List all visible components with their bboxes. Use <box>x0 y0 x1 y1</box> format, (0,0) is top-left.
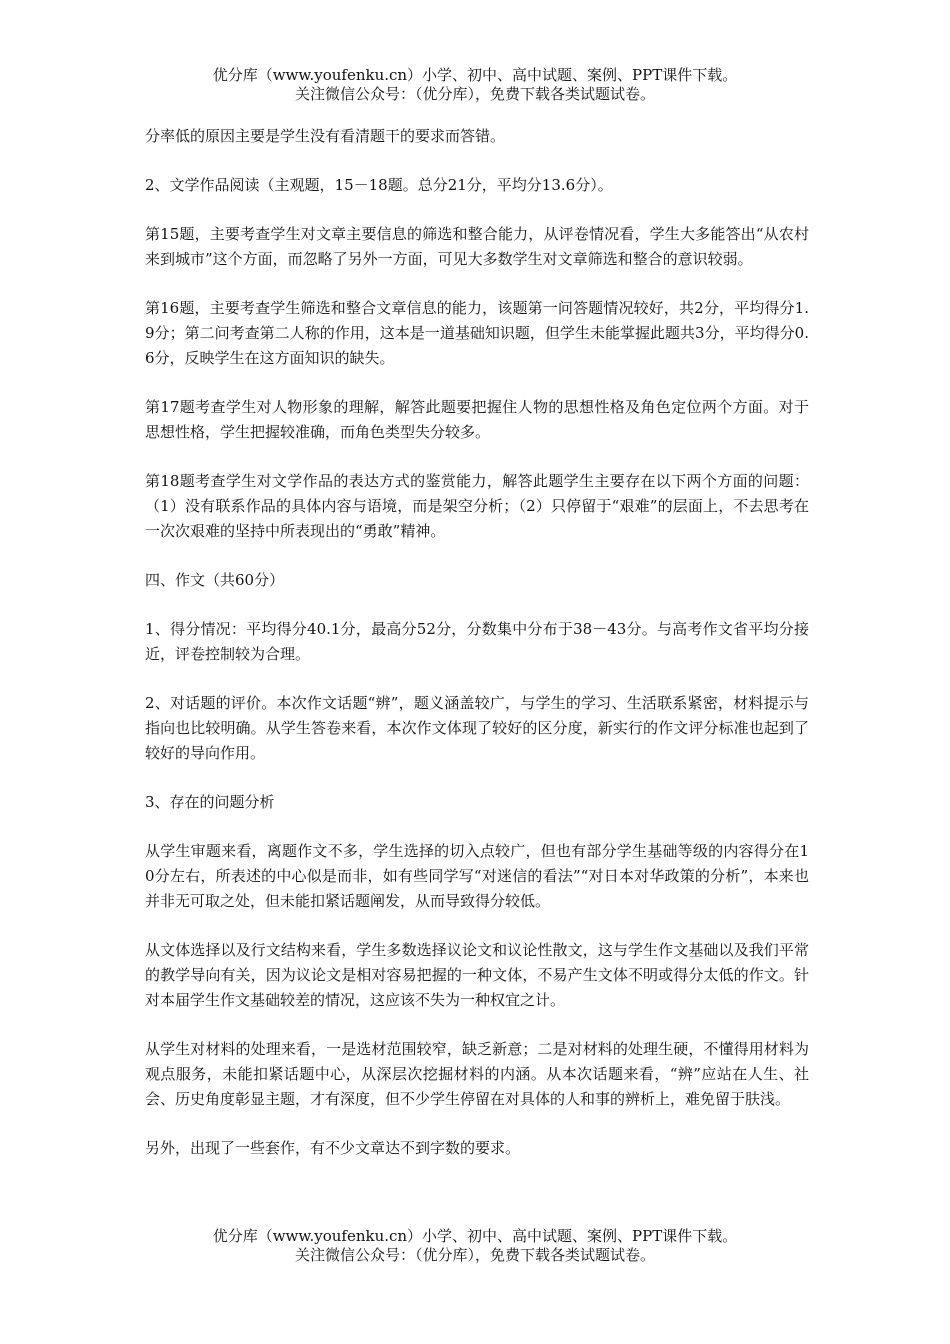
paragraph-topic-review: 从学生审题来看，离题作文不多，学生选择的切入点较广，但也有部分学生基础等级的内容得分在10分左右，所表述的中心似是而非，如有些同学写“对迷信的看法”“对日本对华政策的分析”，本来也并非无可取之处，但未能扣紧话题阐发，从而导致得分较低。 <box>145 842 809 910</box>
paragraph-question-15: 第15题，主要考查学生对文章主要信息的筛选和整合能力，从评卷情况看，学生大多能答出“从农村来到城市”这个方面，而忽略了另外一方面，可见大多数学生对文章筛选和整合的意识较弱。 <box>145 225 809 268</box>
footer-line-1: 优分库（www.youfenku.cn）小学、初中、高中试题、案例、PPT课件下载。 <box>212 1227 738 1245</box>
header-line-1: 优分库（www.youfenku.cn）小学、初中、高中试题、案例、PPT课件下载。 <box>212 66 738 84</box>
paragraph-continuation: 分率低的原因主要是学生没有看清题干的要求而答错。 <box>145 127 506 145</box>
paragraph-question-17: 第17题考查学生对人物形象的理解，解答此题要把握住人物的思想性格及角色定位两个方面。对于思想性格，学生把握较准确，而角色类型失分较多。 <box>145 398 809 441</box>
footer-line-2: 关注微信公众号：（优分库），免费下载各类试题试卷。 <box>294 1246 655 1264</box>
section-heading-composition: 四、作文（共60分） <box>145 571 285 589</box>
paragraph-question-18: 第18题考查学生对文学作品的表达方式的鉴赏能力，解答此题学生主要存在以下两个方面的问题：（1）没有联系作品的具体内容与语境，而是架空分析；（2）只停留于“艰难”的层面上，不去思考在一次次艰难的坚持中所表现出的“勇敢”精神。 <box>145 472 809 540</box>
document-body <box>145 124 809 1185</box>
paragraph-material-handling: 从学生对材料的处理来看，一是选材范围较窄，缺乏新意；二是对材料的处理生硬，不懂得用材料为观点服务，未能扣紧话题中心，从深层次挖掘材料的内涵。从本次话题来看，“辨”应站在人生、社会、历史角度彰显主题，才有深度，但不少学生停留在对具体的人和事的辨析上，难免留于肤浅。 <box>145 1040 809 1108</box>
section-heading-literary-reading: 2、文学作品阅读（主观题，15－18题。总分21分，平均分13.6分）。 <box>145 176 613 194</box>
paragraph-other-issues: 另外，出现了一些套作，有不少文章达不到字数的要求。 <box>145 1139 521 1157</box>
paragraph-topic-evaluation: 2、对话题的评价。本次作文话题“辨”，题义涵盖较广，与学生的学习、生活联系紧密，材料提示与指向也比较明确。从学生答卷来看，本次作文体现了较好的区分度，新实行的作文评分标准也起到了较好的导向作用。 <box>145 694 809 762</box>
subheading-problem-analysis: 3、存在的问题分析 <box>145 793 275 811</box>
page-footer <box>0 1227 950 1265</box>
paragraph-score-situation: 1、得分情况：平均得分40.1分，最高分52分，分数集中分布于38－43分。与高考作文省平均分接近，评卷控制较为合理。 <box>145 620 809 663</box>
header-line-2: 关注微信公众号：（优分库），免费下载各类试题试卷。 <box>294 85 655 103</box>
paragraph-question-16: 第16题，主要考查学生筛选和整合文章信息的能力，该题第一问答题情况较好，共2分，平均得分1.9分；第二问考查第二人称的作用，这本是一道基础知识题，但学生未能掌握此题共3分，平均得分0.6分，反映学生在这方面知识的缺失。 <box>145 299 809 367</box>
paragraph-style-structure: 从文体选择以及行文结构来看，学生多数选择议论文和议论性散文，这与学生作文基础以及我们平常的教学导向有关，因为议论文是相对容易把握的一种文体，不易产生文体不明或得分太低的作文。针对本届学生作文基础较差的情况，这应该不失为一种权宜之计。 <box>145 941 809 1009</box>
page-header <box>0 66 950 104</box>
